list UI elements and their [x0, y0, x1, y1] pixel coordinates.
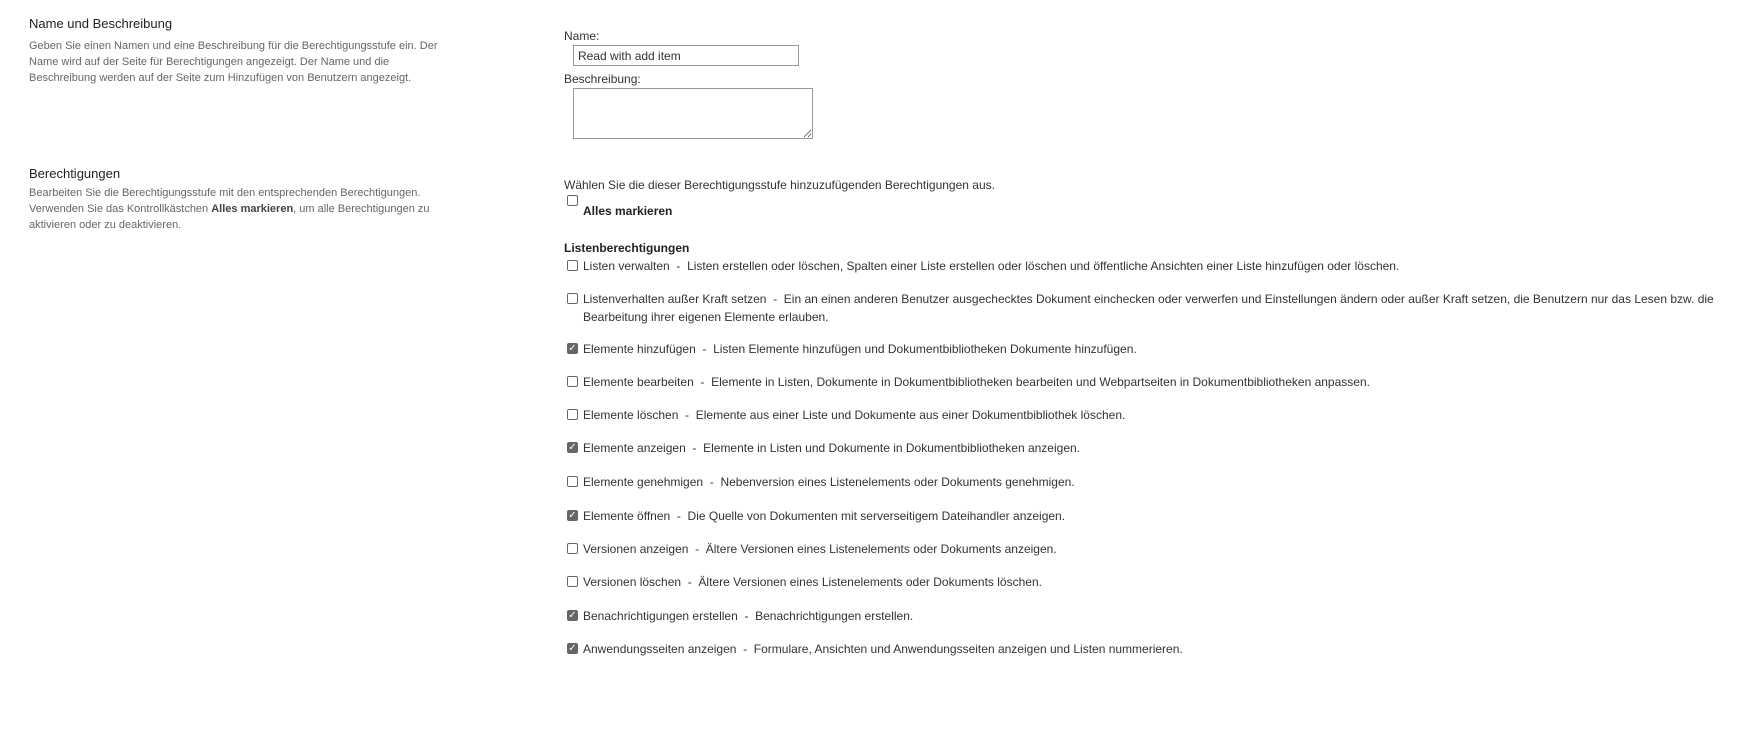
permission-desc: Ältere Versionen eines Listenelements oder Dokuments löschen.	[698, 575, 1042, 589]
permission-desc: Nebenversion eines Listenelements oder Dokuments genehmigen.	[720, 475, 1075, 489]
permission-desc: Elemente in Listen, Dokumente in Dokumentbibliotheken bearbeiten und Webpartseiten in Dokumentbibliotheken anpassen.	[711, 375, 1370, 389]
permission-item[interactable]: ✓ Anwendungsseiten anzeigen - Formulare, Ansichten und Anwendungsseiten anzeigen und Listen nummerieren.	[568, 642, 1183, 656]
permission-item[interactable]: ✓ Elemente hinzufügen - Listen Elemente hinzufügen und Dokumentbibliotheken Dokumente hinzufügen.	[568, 342, 1137, 356]
permission-desc: Listen Elemente hinzufügen und Dokumentbibliotheken Dokumente hinzufügen.	[713, 342, 1137, 356]
permission-checkbox[interactable]	[567, 293, 578, 304]
perm-section-title: Berechtigungen	[29, 166, 121, 181]
desc-text: , um alle Berechtigungen zu aktivieren oder zu deaktivieren.	[29, 203, 430, 231]
name-section-title: Name und Beschreibung	[29, 16, 173, 31]
permission-name: Listenverhalten außer Kraft setzen	[583, 292, 767, 306]
permission-checkbox[interactable]	[567, 476, 578, 487]
permission-desc: Ein an einen anderen Benutzer ausgechecktes Dokument einchecken oder verwerfen und Einstellungen ändern oder außer Kraft setzen, die Benutzern nur das Lesen bzw. die Bearbeitung ihrer eigenen Elemente erlauben.	[583, 292, 1714, 324]
select-all-label: Alles markieren	[583, 204, 673, 218]
permission-name: Elemente öffnen	[583, 509, 671, 523]
group-heading: Listenberechtigungen	[564, 241, 690, 255]
permission-name: Elemente bearbeiten	[583, 375, 694, 389]
permission-item[interactable]: Versionen anzeigen - Ältere Versionen eines Listenelements oder Dokuments anzeigen.	[567, 540, 1753, 558]
permission-name: Versionen löschen	[583, 575, 682, 589]
permission-checkbox[interactable]	[567, 543, 578, 554]
select-all-checkbox[interactable]	[567, 195, 578, 206]
permission-desc: Ältere Versionen eines Listenelements oder Dokuments anzeigen.	[705, 542, 1057, 556]
description-label: Beschreibung:	[564, 72, 641, 86]
desc-text: Bearbeiten Sie die Berechtigungsstufe mit den entsprechenden Berechtigungen. Verwenden Sie das Kontrollkästchen	[29, 187, 421, 215]
permission-desc: Die Quelle von Dokumenten mit serverseitigem Dateihandler anzeigen.	[687, 509, 1066, 523]
permission-name: Elemente genehmigen	[583, 475, 704, 489]
permission-item[interactable]: Versionen löschen - Ältere Versionen eines Listenelements oder Dokuments löschen.	[567, 573, 1753, 591]
name-input[interactable]	[573, 45, 799, 66]
permission-name: Elemente anzeigen	[583, 441, 686, 455]
select-all[interactable]	[567, 194, 767, 220]
permission-checkbox[interactable]	[567, 576, 578, 587]
permission-checkbox[interactable]: ✓	[568, 442, 577, 453]
permission-checkbox[interactable]	[567, 260, 578, 271]
permission-checkbox[interactable]: ✓	[568, 610, 577, 621]
desc-bold: Alles markieren	[211, 203, 294, 215]
permission-checkbox[interactable]	[567, 376, 578, 387]
permission-desc: Formulare, Ansichten und Anwendungsseiten anzeigen und Listen nummerieren.	[753, 642, 1183, 656]
description-textarea[interactable]	[573, 88, 813, 139]
permission-item[interactable]: ✓ Elemente öffnen - Die Quelle von Dokumenten mit serverseitigem Dateihandler anzeigen.	[568, 509, 1066, 523]
permission-item[interactable]: Elemente genehmigen - Nebenversion eines Listenelements oder Dokuments genehmigen.	[567, 473, 1753, 491]
permission-desc: Listen erstellen oder löschen, Spalten einer Liste erstellen oder löschen und öffentliche Ansichten einer Liste hinzufügen oder löschen.	[687, 259, 1400, 273]
permission-item[interactable]: Elemente bearbeiten - Elemente in Listen, Dokumente in Dokumentbibliotheken bearbeiten und Webpartseiten in Dokumentbibliotheken anpassen.	[567, 373, 1753, 391]
perm-intro: Wählen Sie die dieser Berechtigungsstufe hinzuzufügenden Berechtigungen aus.	[564, 178, 995, 192]
permission-name: Elemente löschen	[583, 408, 679, 422]
permission-name: Anwendungsseiten anzeigen	[583, 642, 737, 656]
permission-item[interactable]: ✓ Benachrichtigungen erstellen - Benachrichtigungen erstellen.	[568, 609, 914, 623]
name-label: Name:	[564, 29, 600, 43]
perm-section-desc	[29, 185, 459, 233]
permission-checkbox[interactable]	[567, 409, 578, 420]
permission-desc: Benachrichtigungen erstellen.	[755, 609, 914, 623]
permission-checkbox[interactable]: ✓	[568, 510, 577, 521]
name-section-desc: Geben Sie einen Namen und eine Beschreibung für die Berechtigungsstufe ein. Der Name wird auf der Seite für Berechtigungen angezeigt. Der Name und die Beschreibung werden auf der Seite zum Hinzufügen von Benutzern angezeigt.	[29, 40, 438, 84]
permission-checkbox[interactable]: ✓	[568, 343, 577, 354]
permission-name: Listen verwalten	[583, 259, 670, 273]
permission-desc: Elemente in Listen und Dokumente in Dokumentbibliotheken anzeigen.	[703, 441, 1080, 455]
permission-item[interactable]: Elemente löschen - Elemente aus einer Liste und Dokumente aus einer Dokumentbibliothek löschen.	[567, 406, 1753, 424]
permission-name: Versionen anzeigen	[583, 542, 689, 556]
permission-item[interactable]: Listenverhalten außer Kraft setzen - Ein an einen anderen Benutzer ausgechecktes Dokument einchecken oder verwerfen und Einstellungen ändern oder außer Kraft setzen, die Benutzern nur das Lesen bzw. die Bearbeitung ihrer eigenen Elemente erlauben.	[567, 290, 1753, 326]
permission-item[interactable]: ✓ Elemente anzeigen - Elemente in Listen und Dokumente in Dokumentbibliotheken anzeigen.	[568, 441, 1080, 455]
permission-item[interactable]: Listen verwalten - Listen erstellen oder löschen, Spalten einer Liste erstellen oder löschen und öffentliche Ansichten einer Liste hinzufügen oder löschen.	[567, 257, 1753, 275]
permission-name: Elemente hinzufügen	[583, 342, 696, 356]
permission-desc: Elemente aus einer Liste und Dokumente aus einer Dokumentbibliothek löschen.	[695, 408, 1126, 422]
permission-name: Benachrichtigungen erstellen	[583, 609, 738, 623]
permission-checkbox[interactable]: ✓	[568, 643, 577, 654]
